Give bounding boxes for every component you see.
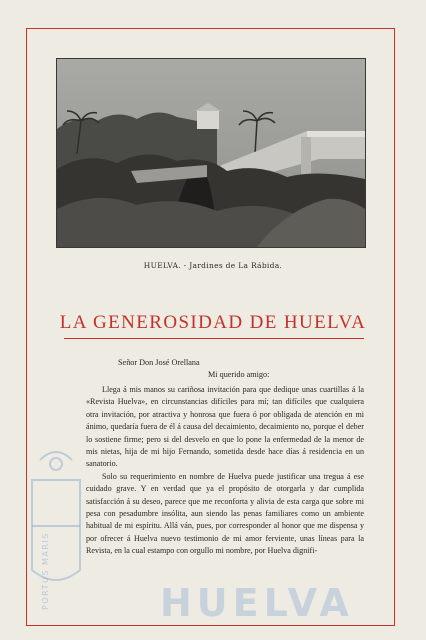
article-body: [86, 384, 364, 558]
watermark-word: HUELVA: [160, 581, 354, 625]
article-title: LA GENEROSIDAD DE HUELVA: [59, 312, 367, 333]
photo-caption: HUELVA. - Jardines de La Rábida.: [143, 261, 283, 270]
watermark-motto: PORTUS MARIS: [41, 532, 50, 610]
paragraph: Solo su requerimiento en nombre de Huelva puede justificar una tregua á ese cuidado grave. Y en verdad que ya el propósito de otorgarla y dar cumplida satisfacción á su deseo, parece que me reconforta y alivia de esta carga que sobre mi pesa con pesadumbre insólita, aun siendo las penas familiares como un ambiente habitual de mi espíritu. Allá ván, pues, por corresponder al honor que me dispensa y por ofrecer á Huelva nuevo testimonio de mi amor ferviente, unas líneas para la Revista, en la cual estampo con orgullo mi nombre, por Huelva dignifi-: [86, 471, 364, 556]
salutation: Señor Don José Orellana: [118, 358, 200, 367]
title-underline: [64, 338, 364, 339]
paragraph: Llega á mis manos su cariñosa invitación para que dedique unas cuartillas á la «Revista Huelva», en circunstancias difíciles para mí; tan difíciles que cualquiera otra invitación, por atractiva y honrosa que fuera ó por obligada de atención en mi ánimo, quedaría fuera de él á causa del decaimiento, decaimiento no, porque el deber lo sostiene firme; pero si del desvelo en que lo pone la enfermedad de la menor de mis nietas, hija de mi hijo Fernando, sometida desde hace días á residencia en un sanatorio.: [86, 385, 364, 469]
greeting: Mi querido amigo:: [208, 370, 270, 379]
garden-photo: [56, 58, 366, 248]
